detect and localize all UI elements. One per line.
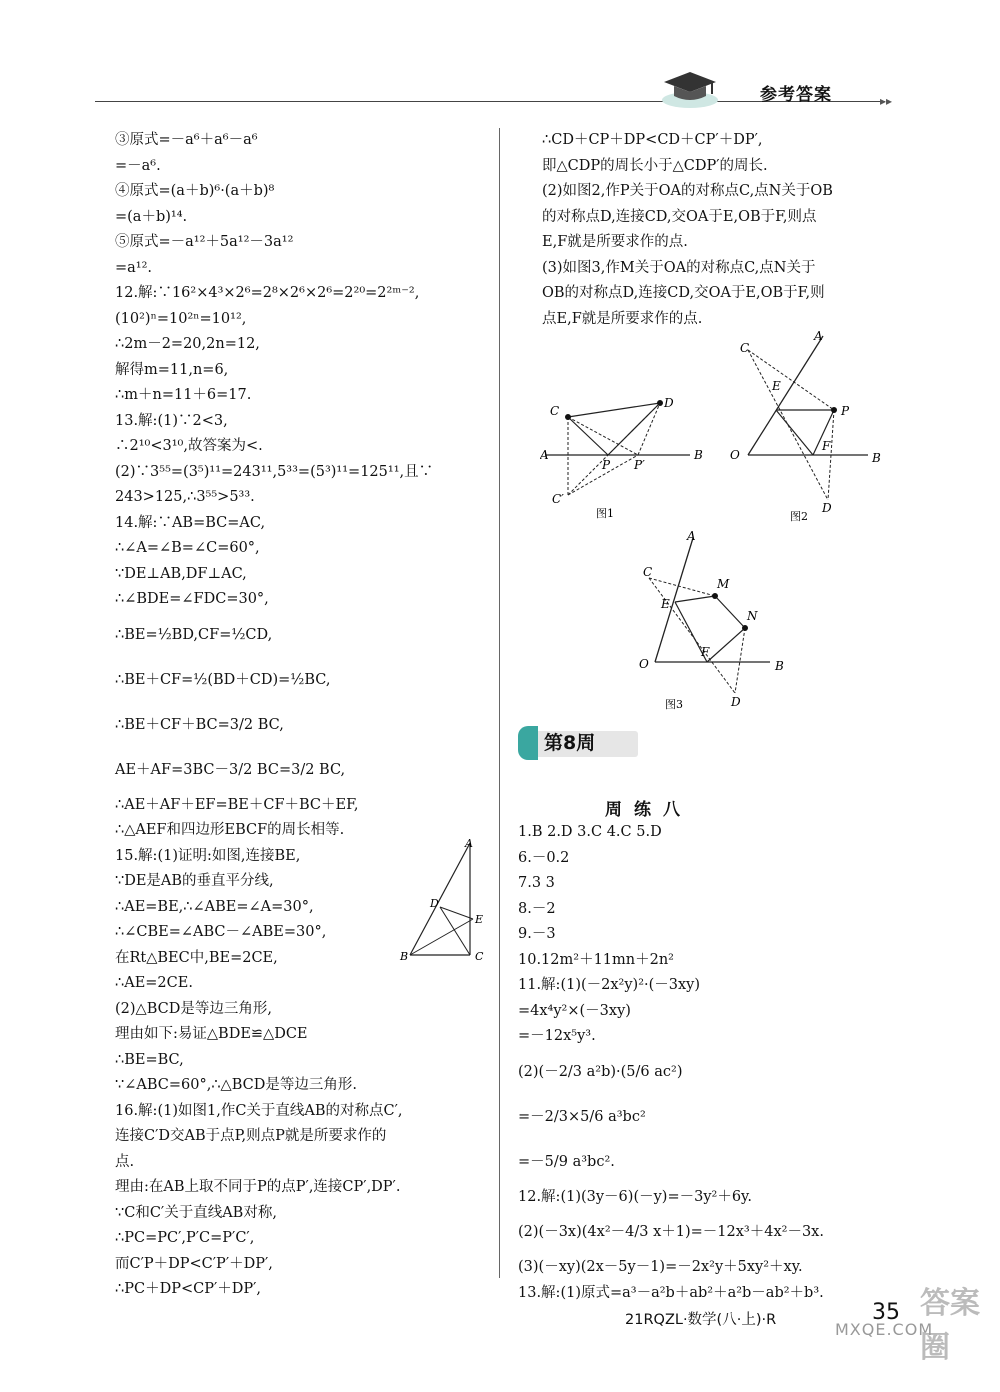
figure-2 [728, 328, 888, 528]
text-line: 7.3 3 [518, 875, 555, 891]
text-line: 16.解:(1)如图1,作C关于直线AB的对称点C′, [115, 1102, 403, 1119]
text-line: ∴PC=PC′,P′C=P′C′, [115, 1230, 255, 1246]
text-line: ∴BE＋CF=½(BD＋CD)=½BC, [115, 671, 331, 688]
text-line: 的对称点D,连接CD,交OA于E,OB于F,则点 [542, 208, 817, 225]
text-line: 11.解:(1)(－2x²y)²·(－3xy) [518, 977, 701, 993]
svg-text:F: F [822, 439, 831, 453]
text-line: ∴AE=2CE. [115, 975, 193, 991]
text-line: (2)如图2,作P关于OA的对称点C,点N关于OB [542, 183, 833, 199]
svg-text:O: O [730, 448, 740, 462]
text-line: ∴CD＋CP＋DP<CD＋CP′＋DP′, [542, 132, 763, 148]
svg-text:P′: P′ [634, 458, 645, 472]
text-line: 解得m=11,n=6, [115, 361, 229, 378]
text-line: 14.解:∵AB=BC=AC, [115, 514, 266, 531]
svg-text:C: C [643, 565, 653, 579]
text-line: ∴△AEF和四边形EBCF的周长相等. [115, 822, 345, 838]
text-line: ∴PC＋DP<CP′＋DP′, [115, 1281, 262, 1297]
text-line: 点. [115, 1153, 135, 1170]
watermark-logo: 答案圈 [920, 1286, 980, 1365]
text-line: 理由如下:易证△BDE≌△DCE [115, 1026, 308, 1042]
text-line: (2)∵3⁵⁵=(3⁵)¹¹=243¹¹,5³³=(5³)¹¹=125¹¹,且∵ [115, 463, 434, 480]
text-line: 13.解:(1)原式=a³－a²b＋ab²＋a²b－ab²＋b³. [518, 1284, 824, 1301]
text-line: ∵DE⊥AB,DF⊥AC, [115, 565, 247, 582]
fig2-caption: 图2 [790, 510, 808, 523]
arrow-right-icon: ▸▸ [880, 94, 893, 108]
text-line: ∵∠ABC=60°,∴△BCD是等边三角形. [115, 1077, 357, 1093]
svg-text:C: C [740, 341, 750, 355]
text-line: (2)△BCD是等边三角形, [115, 1000, 272, 1017]
right-column-bottom [518, 820, 824, 1306]
header-title: 参考答案 [760, 85, 832, 105]
figure-1 [540, 395, 710, 525]
week-marker-icon [518, 726, 538, 760]
graduation-cap-icon [660, 66, 720, 110]
svg-text:B: B [872, 451, 881, 465]
figure-15 [395, 835, 495, 965]
text-line: (2)(－2/3 a²b)·(5/6 ac²) [518, 1063, 683, 1080]
text-line: =－a⁶. [115, 157, 161, 174]
week-label: 第8周 [544, 732, 596, 754]
text-line: ∵DE是AB的垂直平分线, [115, 873, 274, 889]
text-line: ∴∠A=∠B=∠C=60°, [115, 540, 260, 556]
svg-text:P: P [841, 404, 850, 418]
text-line: ∴BE=BC, [115, 1051, 184, 1068]
text-line: 而C′P＋DP<C′P′＋DP′, [115, 1255, 273, 1272]
text-line: ④原式=(a＋b)⁶·(a＋b)⁸ [115, 183, 275, 199]
svg-text:D: D [664, 396, 674, 410]
fig15-label-e: E [475, 913, 484, 926]
text-line: 6.－0.2 [518, 849, 570, 866]
text-line: 点E,F就是所要求作的点. [542, 310, 703, 327]
text-line: 12.解:∵16²×4³×2⁶=2⁸×2⁶×2⁶=2²⁰=2²ᵐ⁻², [115, 285, 420, 301]
text-line: ∴AE＋AF＋EF=BE＋CF＋BC＋EF, [115, 796, 359, 813]
footer-text: 21RQZL·数学(八·上)·R [625, 1312, 777, 1328]
text-line: 即△CDP的周长小于△CDP′的周长. [542, 157, 768, 174]
figure-3 [635, 528, 795, 718]
text-line: =(a＋b)¹⁴. [115, 208, 188, 225]
text-line: =－5/9 a³bc². [518, 1153, 615, 1170]
text-line: 12.解:(1)(3y－6)(－y)=－3y²＋6y. [518, 1188, 752, 1205]
text-line: ∴m＋n=11＋6=17. [115, 387, 252, 403]
svg-text:A: A [540, 448, 549, 462]
text-line: =4x⁴y²×(－3xy) [518, 1002, 631, 1019]
text-line: 连接C′D交AB于点P,则点P就是所要求作的 [115, 1128, 387, 1144]
fig1-caption: 图1 [596, 507, 614, 520]
fig15-label-a: A [465, 837, 473, 850]
text-line: AE＋AF=3BC－3/2 BC=3/2 BC, [115, 761, 346, 778]
text-line: 243>125,∴3⁵⁵>5³³. [115, 489, 255, 505]
fig3-caption: 图3 [665, 698, 683, 711]
text-line: ③原式=－a⁶＋a⁶－a⁶ [115, 132, 258, 148]
text-line: =－2/3×5/6 a³bc² [518, 1108, 646, 1125]
svg-text:A: A [814, 329, 823, 343]
text-line: ∴2¹⁰<3¹⁰,故答案为<. [115, 438, 263, 454]
text-line: ∴2m－2=20,2n=12, [115, 336, 260, 352]
text-line: 理由:在AB上取不同于P的点P′,连接CP′,DP′. [115, 1179, 401, 1195]
text-line: OB的对称点D,连接CD,交OA于E,OB于F,则 [542, 285, 825, 301]
watermark-site: MXQE.COM [835, 1320, 934, 1339]
svg-text:B: B [775, 659, 784, 673]
text-line: ∴BE=½BD,CF=½CD, [115, 626, 273, 643]
column-divider [499, 128, 500, 1278]
text-line: =－12x⁵y³. [518, 1028, 596, 1044]
svg-text:D: D [822, 501, 832, 515]
svg-text:A: A [687, 529, 696, 543]
text-line: (2)(－3x)(4x²－4/3 x＋1)=－12x³＋4x²－3x. [518, 1224, 824, 1240]
text-line: 13.解:(1)∵2<3, [115, 412, 228, 429]
svg-text:M: M [717, 577, 730, 591]
text-line: ∴AE=BE,∴∠ABE=∠A=30°, [115, 898, 314, 915]
text-line: 在Rt△BEC中,BE=2CE, [115, 949, 278, 966]
svg-text:C′: C′ [552, 492, 564, 506]
left-column [115, 128, 433, 1303]
fig15-label-c: C [475, 950, 484, 963]
svg-text:D: D [731, 695, 741, 709]
text-line: =a¹². [115, 259, 153, 276]
text-line: (3)(－xy)(2x－5y－1)=－2x²y＋5xy²＋xy. [518, 1259, 803, 1275]
week-heading [518, 726, 638, 760]
svg-text:C: C [550, 404, 560, 418]
svg-text:P: P [602, 458, 611, 472]
text-line: (10²)ⁿ=10²ⁿ=10¹², [115, 310, 247, 327]
text-line: 15.解:(1)证明:如图,连接BE, [115, 847, 301, 864]
fig15-label-d: D [430, 897, 439, 910]
text-line: (3)如图3,作M关于OA的对称点C,点N关于 [542, 259, 816, 276]
text-line: ⑤原式=－a¹²＋5a¹²－3a¹² [115, 234, 294, 250]
svg-text:B: B [694, 448, 703, 462]
text-line: 10.12m²＋11mn＋2n² [518, 951, 674, 968]
svg-text:O: O [639, 657, 649, 671]
right-column-top [542, 128, 833, 332]
text-line: 8.－2 [518, 900, 556, 917]
text-line: ∴∠BDE=∠FDC=30°, [115, 591, 269, 607]
svg-text:E: E [661, 597, 670, 611]
fig15-label-b: B [400, 950, 409, 963]
text-line: E,F就是所要求作的点. [542, 234, 688, 250]
text-line: 1.B 2.D 3.C 4.C 5.D [518, 824, 662, 840]
page-number: 35 [872, 1300, 900, 1325]
svg-text:F: F [701, 645, 710, 659]
text-line: ∵C和C′关于直线AB对称, [115, 1204, 277, 1221]
section-title: 周练八 [605, 800, 692, 820]
text-line: ∴∠CBE=∠ABC－∠ABE=30°, [115, 924, 327, 940]
text-line: ∴BE＋CF＋BC=3/2 BC, [115, 716, 284, 733]
svg-text:E: E [772, 379, 781, 393]
svg-text:N: N [747, 609, 758, 623]
text-line: 9.－3 [518, 926, 556, 942]
